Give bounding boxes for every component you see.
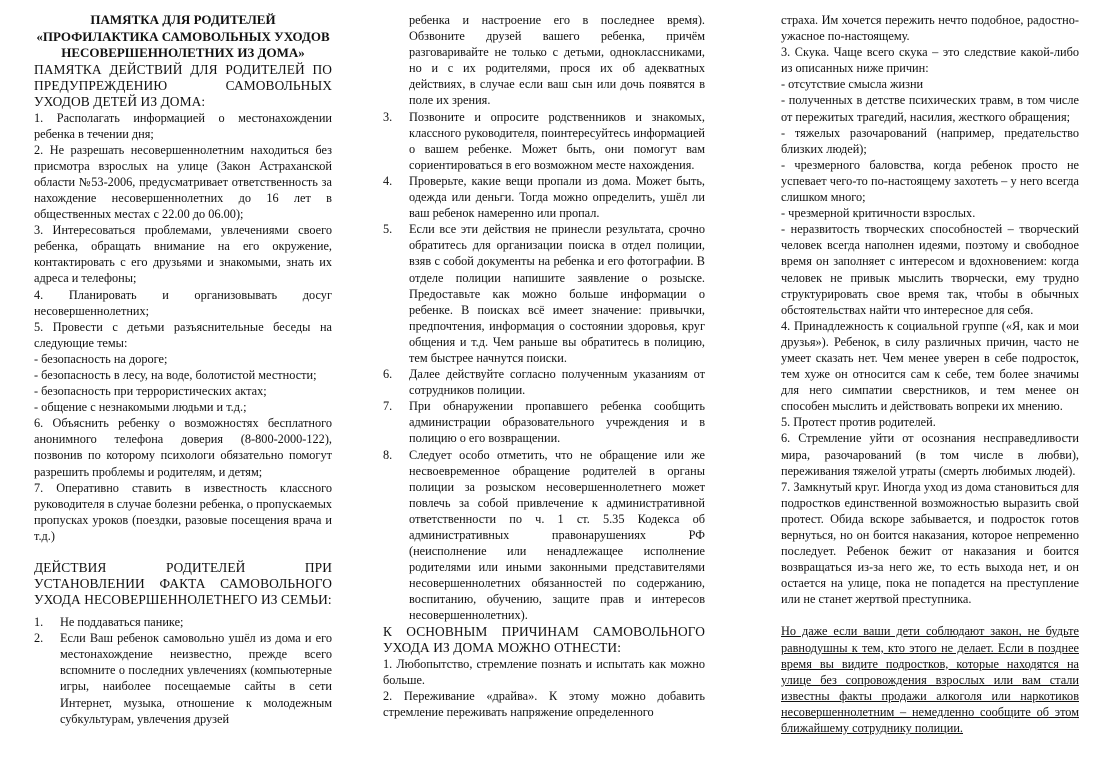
section-heading-actions: ДЕЙСТВИЯ РОДИТЕЛЕЙ ПРИ УСТАНОВЛЕНИИ ФАКТА САМОВОЛЬНОГО УХОДА НЕСОВЕРШЕННОЛЕТНЕГО ИЗ СЕМЬИ: — [34, 560, 332, 608]
paragraph: 3. Скука. Чаще всего скука – это следствие какой-либо из описанных ниже причин: — [781, 45, 1079, 76]
column-right — [781, 12, 1079, 736]
list-item: 6. Далее действуйте согласно полученным указаниям от сотрудников полиции. — [383, 367, 705, 398]
paragraph: - безопасность на дороге; — [34, 351, 168, 366]
paragraph: - отсутствие смысла жизни — [781, 77, 924, 92]
paragraph: - общение с незнакомыми людьми и т.д.; — [34, 400, 247, 415]
list-item: 8. Следует особо отметить, что не обращение или же несвоевременное обращение родителей в органы полиции за розыском несовершеннолетнего может повлечь за собой привлечение к административной ответственности по ч. 1 ст. 5.35 Кодекса об административных правонарушениях РФ (неисполнение или ненадлежащее исполнение родителями или иными законными представителями несовершеннолетних обязанностей по содержанию, воспитанию, обучению, защите прав и интересов несовершеннолетних). — [383, 447, 705, 623]
section-heading-prevention: ПАМЯТКА ДЕЙСТВИЙ ДЛЯ РОДИТЕЛЕЙ ПО ПРЕДУПРЕЖДЕНИЮ САМОВОЛЬНЫХ УХОДОВ ДЕТЕЙ ИЗ ДОМА: — [34, 61, 332, 109]
paragraph: 3. Интересоваться проблемами, увлечениями своего ребенка, обращать внимание на его окружение, контактировать с его друзьями и знакомыми, знать их адреса и телефоны; — [34, 223, 332, 286]
paragraph: 2. Не разрешать несовершеннолетним находиться без присмотра взрослых на улице (Закон Астраханской области №53-2006, предусматривает ответственность за нахождение несовершеннолетних до 16 лет в общественных местах с 22.00 до 06.00); — [34, 142, 332, 222]
title-line: «ПРОФИЛАКТИКА САМОВОЛЬНЫХ УХОДОВ — [36, 28, 330, 44]
list-item: 4. Проверьте, какие вещи пропали из дома. Может быть, одежда или деньги. Тогда можно определить, ушёл ли ваш ребенок намеренно или пропал. — [383, 173, 705, 221]
title-line: НЕСОВЕРШЕННОЛЕТНИХ ИЗ ДОМА» — [61, 45, 305, 60]
paragraph: 4. Принадлежность к социальной группе («Я, как и мои друзья»). Ребенок, в силу различных причин, часто не умеет сказать нет. Чем менее уверен в себе подросток, тем хуже он относится сам к себе, тем более значимы для него симпатии сверстников, и тем менее он способен мыслить и действовать вопреки их мнению. — [781, 318, 1079, 414]
action-steps-list — [34, 614, 332, 727]
warning-note: Но даже если ваши дети соблюдают закон, не будьте равнодушны к тем, кто этого не делает. Если в позднее время вы видите подростков, которые находятся на улице без сопровождения взрослых или вам стали известны факты продажи алкоголя или наркотиков несовершеннолетним – немедленно сообщите об этом ближайшему сотруднику полиции. — [781, 624, 1079, 736]
document-title — [34, 12, 332, 62]
list-item: 3. Позвоните и опросите родственников и знакомых, классного руководителя, поинтересуйтесь информацией о вашем ребенке. Может быть, они помогут вам сориентироваться в его возможном месте нахождения. — [383, 109, 705, 172]
column-middle — [383, 12, 705, 720]
paragraph: - тяжелых разочарований (например, предательство близких людей); — [781, 125, 1079, 156]
list-item: 5. Если все эти действия не принесли результата, срочно обратитесь для организации поиска в отдел полиции, взяв с собой документы на ребенка и его фотографии. В отделе полиции напишите заявление о розыске. Предоставьте как можно больше информации о ребенке. В поисках всё имеет значение: привычки, предпочтения, информация о состоянии здоровья, круг общения и т.д. Чем раньше вы обратитесь в полицию, тем быстрее начнутся поиски. — [383, 222, 705, 365]
paragraph: - безопасность в лесу, на воде, болотистой местности; — [34, 368, 317, 382]
section-heading-reasons: К ОСНОВНЫМ ПРИЧИНАМ САМОВОЛЬНОГО УХОДА ИЗ ДОМА МОЖНО ОТНЕСТИ: — [383, 623, 705, 655]
paragraph: 1. Располагать информацией о местонахождении ребенка в течении дня; — [34, 110, 332, 141]
paragraph: - неразвитость творческих способностей – творческий человек всегда наполнен идеями, поэтому и свободное время он заполняет с интересом и вдохновением: когда человек не привык мыслить творчески, ему трудно структурировать свое время так, чтобы в обычных обстоятельствах найти что интересное для себя. — [781, 222, 1079, 317]
paragraph: 4. Планировать и организовывать досуг несовершеннолетних; — [34, 287, 332, 318]
paragraph: - полученных в детстве психических травм, в том числе от пережитых трагедий, насилия, жесткого обращения; — [781, 93, 1079, 124]
list-item: 2. Если Ваш ребенок самовольно ушёл из дома и его местонахождение неизвестно, прежде всего вспомните о последних увлечениях (компьютерные игры, наиболее посещаемые сайты в сети Интернет, музыка, отношение к молодежным субкультурам, увлечения друзей — [34, 631, 332, 726]
column-left — [34, 12, 332, 727]
paragraph: страха. Им хочется пережить нечто подобное, радостно-ужасное по-настоящему. — [781, 13, 1079, 44]
paragraph: - чрезмерной критичности взрослых. — [781, 206, 976, 221]
paragraph: 1. Любопытство, стремление познать и испытать как можно больше. — [383, 656, 705, 687]
paragraph-continued: ребенка и настроение его в последнее время). Обзвоните друзей вашего ребенка, причём разговаривайте не только с детьми, одноклассниками, но и с их родителями, прося их об адекватных действиях, в случае если ваш сын или дочь появятся в поле их зрения. — [409, 13, 705, 108]
paragraph: 5. Протест против родителей. — [781, 415, 936, 430]
paragraph: 6. Объяснить ребенку о возможностях бесплатного анонимного телефона доверия (8-800-2000-122), позвонив по которому психологи обязательно помогут разрешить проблемы и родителям, и детям; — [34, 416, 332, 479]
title-line: ПАМЯТКА ДЛЯ РОДИТЕЛЕЙ — [90, 12, 276, 27]
paragraph: 2. Переживание «драйва». К этому можно добавить стремление переживать напряжение определенного — [383, 688, 705, 719]
paragraph: 6. Стремление уйти от осознания несправедливости мира, разочарований (в том числе в любви), переживания тяжелой утраты (смерть любимых людей). — [781, 431, 1079, 478]
paragraph: 7. Замкнутый круг. Иногда уход из дома становиться для подростков единственной возможностью выразить свой протест. Обида вскоре забывается, и подросток готов вернуться, но он боится наказания, которое непременно последует. Ребенок бежит от наказания и боится возвращаться из-за него же, то есть выхода нет, и он остается на улице, пока не попадется на преступление или не станет жертвой преступника. — [781, 479, 1079, 607]
list-item: 1. Не поддаваться панике; — [34, 615, 184, 630]
paragraph: 7. Оперативно ставить в известность классного руководителя в случае болезни ребенка, о пропускаемых пропусках уроков (поездки, разовые посещения врача и т.д.) — [34, 480, 332, 543]
paragraph: 5. Провести с детьми разъяснительные беседы на следующие темы: — [34, 319, 332, 350]
paragraph: - чрезмерного баловства, когда ребенок просто не успевает чего-то по-настоящему захотеть – у него всегда слишком много; — [781, 157, 1079, 205]
action-steps-list-continued — [383, 109, 705, 624]
list-item: 7. При обнаружении пропавшего ребенка сообщить администрации образовательного учреждения и в полицию о его возвращении. — [383, 399, 705, 446]
paragraph: - безопасность при террористических актах; — [34, 384, 267, 399]
